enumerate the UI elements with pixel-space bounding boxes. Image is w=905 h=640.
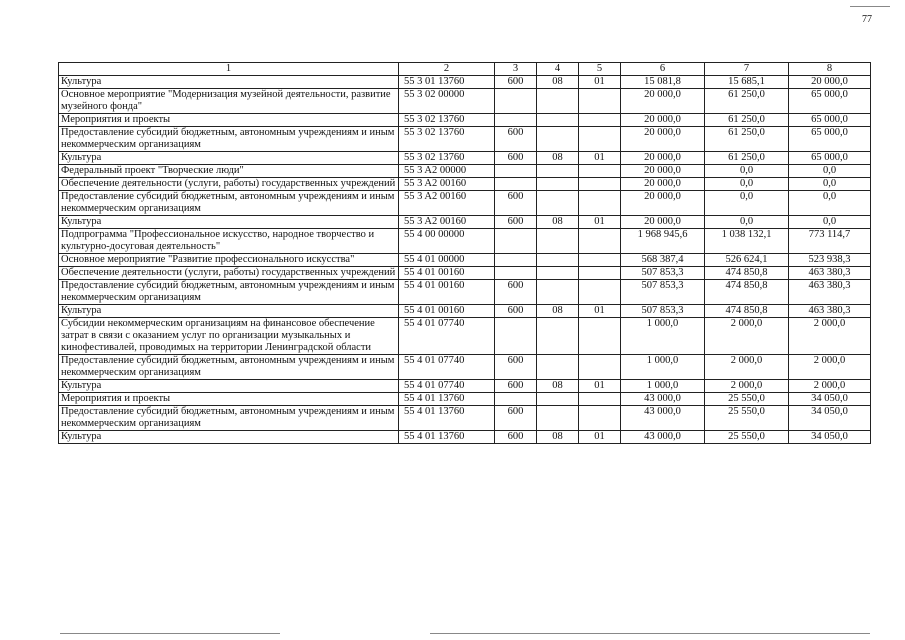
header-cell: 6 — [621, 63, 705, 76]
amount-year1-cell: 507 853,3 — [621, 280, 705, 305]
amount-year3-cell: 34 050,0 — [789, 406, 871, 431]
expense-type-cell: 600 — [495, 191, 537, 216]
code-cell: 55 3 02 13760 — [399, 152, 495, 165]
section-cell — [537, 318, 579, 355]
subsection-cell: 01 — [579, 76, 621, 89]
code-cell: 55 3 02 13760 — [399, 127, 495, 152]
amount-year2-cell: 0,0 — [705, 178, 789, 191]
name-cell: Культура — [59, 76, 399, 89]
section-cell — [537, 178, 579, 191]
name-cell: Обеспечение деятельности (услуги, работы) государственных учреждений — [59, 178, 399, 191]
section-cell — [537, 393, 579, 406]
scan-edge-mark — [60, 633, 280, 634]
subsection-cell — [579, 393, 621, 406]
name-cell: Мероприятия и проекты — [59, 114, 399, 127]
code-cell: 55 4 01 00000 — [399, 254, 495, 267]
amount-year3-cell: 2 000,0 — [789, 355, 871, 380]
amount-year3-cell: 463 380,3 — [789, 305, 871, 318]
amount-year1-cell: 43 000,0 — [621, 431, 705, 444]
name-cell: Предоставление субсидий бюджетным, автономным учреждениям и иным некоммерческим организациям — [59, 191, 399, 216]
table-row — [59, 216, 871, 229]
expense-type-cell — [495, 114, 537, 127]
subsection-cell — [579, 178, 621, 191]
subsection-cell — [579, 406, 621, 431]
amount-year2-cell: 0,0 — [705, 216, 789, 229]
name-cell: Основное мероприятие "Модернизация музейной деятельности, развитие музейного фонда" — [59, 89, 399, 114]
table-row — [59, 152, 871, 165]
subsection-cell — [579, 89, 621, 114]
amount-year3-cell: 0,0 — [789, 178, 871, 191]
expense-type-cell — [495, 178, 537, 191]
expense-type-cell: 600 — [495, 406, 537, 431]
section-cell — [537, 406, 579, 431]
section-cell — [537, 114, 579, 127]
scan-edge-mark — [850, 6, 890, 7]
name-cell: Основное мероприятие "Развитие профессионального искусства" — [59, 254, 399, 267]
subsection-cell — [579, 114, 621, 127]
code-cell: 55 4 00 00000 — [399, 229, 495, 254]
table-row — [59, 229, 871, 254]
section-cell: 08 — [537, 216, 579, 229]
table-row — [59, 127, 871, 152]
amount-year3-cell: 0,0 — [789, 165, 871, 178]
amount-year3-cell: 463 380,3 — [789, 280, 871, 305]
expense-type-cell: 600 — [495, 127, 537, 152]
amount-year1-cell: 1 000,0 — [621, 380, 705, 393]
code-cell: 55 4 01 07740 — [399, 355, 495, 380]
name-cell: Культура — [59, 431, 399, 444]
header-cell: 3 — [495, 63, 537, 76]
amount-year2-cell: 0,0 — [705, 165, 789, 178]
subsection-cell — [579, 280, 621, 305]
table-row — [59, 393, 871, 406]
amount-year1-cell: 507 853,3 — [621, 267, 705, 280]
amount-year3-cell: 773 114,7 — [789, 229, 871, 254]
amount-year3-cell: 20 000,0 — [789, 76, 871, 89]
amount-year1-cell: 568 387,4 — [621, 254, 705, 267]
subsection-cell: 01 — [579, 152, 621, 165]
subsection-cell — [579, 127, 621, 152]
section-cell — [537, 254, 579, 267]
name-cell: Федеральный проект "Творческие люди" — [59, 165, 399, 178]
table-row — [59, 191, 871, 216]
table-row — [59, 380, 871, 393]
code-cell: 55 4 01 07740 — [399, 318, 495, 355]
amount-year1-cell: 1 000,0 — [621, 355, 705, 380]
table-row — [59, 305, 871, 318]
amount-year1-cell: 20 000,0 — [621, 191, 705, 216]
name-cell: Подпрограмма "Профессиональное искусство, народное творчество и культурно-досуговая деятельность" — [59, 229, 399, 254]
amount-year1-cell: 20 000,0 — [621, 114, 705, 127]
expense-type-cell: 600 — [495, 280, 537, 305]
name-cell: Предоставление субсидий бюджетным, автономным учреждениям и иным некоммерческим организациям — [59, 355, 399, 380]
expense-type-cell: 600 — [495, 152, 537, 165]
section-cell — [537, 165, 579, 178]
code-cell: 55 4 01 07740 — [399, 380, 495, 393]
table-row — [59, 76, 871, 89]
name-cell: Мероприятия и проекты — [59, 393, 399, 406]
table-row — [59, 165, 871, 178]
table-row — [59, 355, 871, 380]
amount-year1-cell: 43 000,0 — [621, 393, 705, 406]
expense-type-cell: 600 — [495, 305, 537, 318]
expense-type-cell — [495, 393, 537, 406]
amount-year2-cell: 25 550,0 — [705, 431, 789, 444]
expense-type-cell: 600 — [495, 216, 537, 229]
section-cell — [537, 280, 579, 305]
name-cell: Предоставление субсидий бюджетным, автономным учреждениям и иным некоммерческим организациям — [59, 280, 399, 305]
amount-year1-cell: 20 000,0 — [621, 178, 705, 191]
amount-year2-cell: 61 250,0 — [705, 114, 789, 127]
table-row — [59, 267, 871, 280]
amount-year3-cell: 2 000,0 — [789, 380, 871, 393]
amount-year2-cell: 2 000,0 — [705, 380, 789, 393]
expense-type-cell: 600 — [495, 431, 537, 444]
subsection-cell — [579, 254, 621, 267]
code-cell: 55 4 01 00160 — [399, 305, 495, 318]
section-cell — [537, 355, 579, 380]
table-row — [59, 431, 871, 444]
expense-type-cell — [495, 318, 537, 355]
name-cell: Культура — [59, 380, 399, 393]
header-row — [59, 63, 871, 76]
table-row — [59, 280, 871, 305]
code-cell: 55 3 A2 00000 — [399, 165, 495, 178]
amount-year3-cell: 65 000,0 — [789, 127, 871, 152]
table-row — [59, 406, 871, 431]
name-cell: Культура — [59, 305, 399, 318]
amount-year2-cell: 2 000,0 — [705, 355, 789, 380]
amount-year3-cell: 65 000,0 — [789, 152, 871, 165]
amount-year2-cell: 474 850,8 — [705, 305, 789, 318]
code-cell: 55 4 01 13760 — [399, 406, 495, 431]
amount-year2-cell: 474 850,8 — [705, 267, 789, 280]
code-cell: 55 3 A2 00160 — [399, 216, 495, 229]
code-cell: 55 4 01 00160 — [399, 267, 495, 280]
name-cell: Обеспечение деятельности (услуги, работы) государственных учреждений — [59, 267, 399, 280]
amount-year3-cell: 0,0 — [789, 216, 871, 229]
code-cell: 55 3 02 13760 — [399, 114, 495, 127]
subsection-cell: 01 — [579, 216, 621, 229]
table-row — [59, 178, 871, 191]
code-cell: 55 4 01 13760 — [399, 393, 495, 406]
amount-year1-cell: 20 000,0 — [621, 165, 705, 178]
code-cell: 55 3 A2 00160 — [399, 191, 495, 216]
expense-type-cell — [495, 254, 537, 267]
amount-year2-cell: 61 250,0 — [705, 89, 789, 114]
budget-table — [58, 62, 871, 444]
amount-year3-cell: 463 380,3 — [789, 267, 871, 280]
header-cell: 7 — [705, 63, 789, 76]
amount-year3-cell: 34 050,0 — [789, 431, 871, 444]
amount-year3-cell: 65 000,0 — [789, 114, 871, 127]
code-cell: 55 3 A2 00160 — [399, 178, 495, 191]
amount-year3-cell: 34 050,0 — [789, 393, 871, 406]
subsection-cell — [579, 355, 621, 380]
table-body — [59, 76, 871, 444]
section-cell — [537, 229, 579, 254]
expense-type-cell — [495, 267, 537, 280]
code-cell: 55 4 01 00160 — [399, 280, 495, 305]
amount-year2-cell: 474 850,8 — [705, 280, 789, 305]
amount-year2-cell: 15 685,1 — [705, 76, 789, 89]
name-cell: Предоставление субсидий бюджетным, автономным учреждениям и иным некоммерческим организациям — [59, 127, 399, 152]
amount-year2-cell: 2 000,0 — [705, 318, 789, 355]
expense-type-cell — [495, 89, 537, 114]
expense-type-cell — [495, 229, 537, 254]
header-cell: 8 — [789, 63, 871, 76]
table-row — [59, 254, 871, 267]
amount-year2-cell: 1 038 132,1 — [705, 229, 789, 254]
subsection-cell: 01 — [579, 305, 621, 318]
amount-year3-cell: 2 000,0 — [789, 318, 871, 355]
subsection-cell: 01 — [579, 431, 621, 444]
section-cell: 08 — [537, 152, 579, 165]
section-cell — [537, 127, 579, 152]
header-cell: 5 — [579, 63, 621, 76]
expense-type-cell: 600 — [495, 355, 537, 380]
scan-edge-mark — [430, 633, 870, 634]
amount-year1-cell: 1 000,0 — [621, 318, 705, 355]
amount-year2-cell: 0,0 — [705, 191, 789, 216]
amount-year1-cell: 43 000,0 — [621, 406, 705, 431]
page-number: 77 — [862, 14, 872, 25]
subsection-cell — [579, 267, 621, 280]
expense-type-cell — [495, 165, 537, 178]
amount-year1-cell: 20 000,0 — [621, 127, 705, 152]
code-cell: 55 3 02 00000 — [399, 89, 495, 114]
expense-type-cell: 600 — [495, 380, 537, 393]
section-cell: 08 — [537, 431, 579, 444]
name-cell: Субсидии некоммерческим организациям на финансовое обеспечение затрат в связи с оказанием услуг по организации музыкальных и кинофестивалей, проводимых на территории Ленинградской области — [59, 318, 399, 355]
table-row — [59, 89, 871, 114]
code-cell: 55 3 01 13760 — [399, 76, 495, 89]
amount-year1-cell: 20 000,0 — [621, 216, 705, 229]
section-cell: 08 — [537, 76, 579, 89]
section-cell: 08 — [537, 380, 579, 393]
section-cell — [537, 267, 579, 280]
section-cell — [537, 89, 579, 114]
table-row — [59, 114, 871, 127]
header-cell: 4 — [537, 63, 579, 76]
code-cell: 55 4 01 13760 — [399, 431, 495, 444]
amount-year3-cell: 65 000,0 — [789, 89, 871, 114]
name-cell: Культура — [59, 216, 399, 229]
amount-year3-cell: 0,0 — [789, 191, 871, 216]
amount-year2-cell: 526 624,1 — [705, 254, 789, 267]
amount-year1-cell: 1 968 945,6 — [621, 229, 705, 254]
subsection-cell — [579, 229, 621, 254]
subsection-cell — [579, 165, 621, 178]
header-cell: 2 — [399, 63, 495, 76]
amount-year2-cell: 61 250,0 — [705, 152, 789, 165]
amount-year2-cell: 61 250,0 — [705, 127, 789, 152]
amount-year2-cell: 25 550,0 — [705, 406, 789, 431]
section-cell: 08 — [537, 305, 579, 318]
amount-year1-cell: 15 081,8 — [621, 76, 705, 89]
expense-type-cell: 600 — [495, 76, 537, 89]
subsection-cell — [579, 191, 621, 216]
amount-year2-cell: 25 550,0 — [705, 393, 789, 406]
amount-year1-cell: 20 000,0 — [621, 152, 705, 165]
amount-year1-cell: 20 000,0 — [621, 89, 705, 114]
amount-year1-cell: 507 853,3 — [621, 305, 705, 318]
subsection-cell: 01 — [579, 380, 621, 393]
table-row — [59, 318, 871, 355]
name-cell: Культура — [59, 152, 399, 165]
section-cell — [537, 191, 579, 216]
header-cell: 1 — [59, 63, 399, 76]
amount-year3-cell: 523 938,3 — [789, 254, 871, 267]
subsection-cell — [579, 318, 621, 355]
name-cell: Предоставление субсидий бюджетным, автономным учреждениям и иным некоммерческим организациям — [59, 406, 399, 431]
